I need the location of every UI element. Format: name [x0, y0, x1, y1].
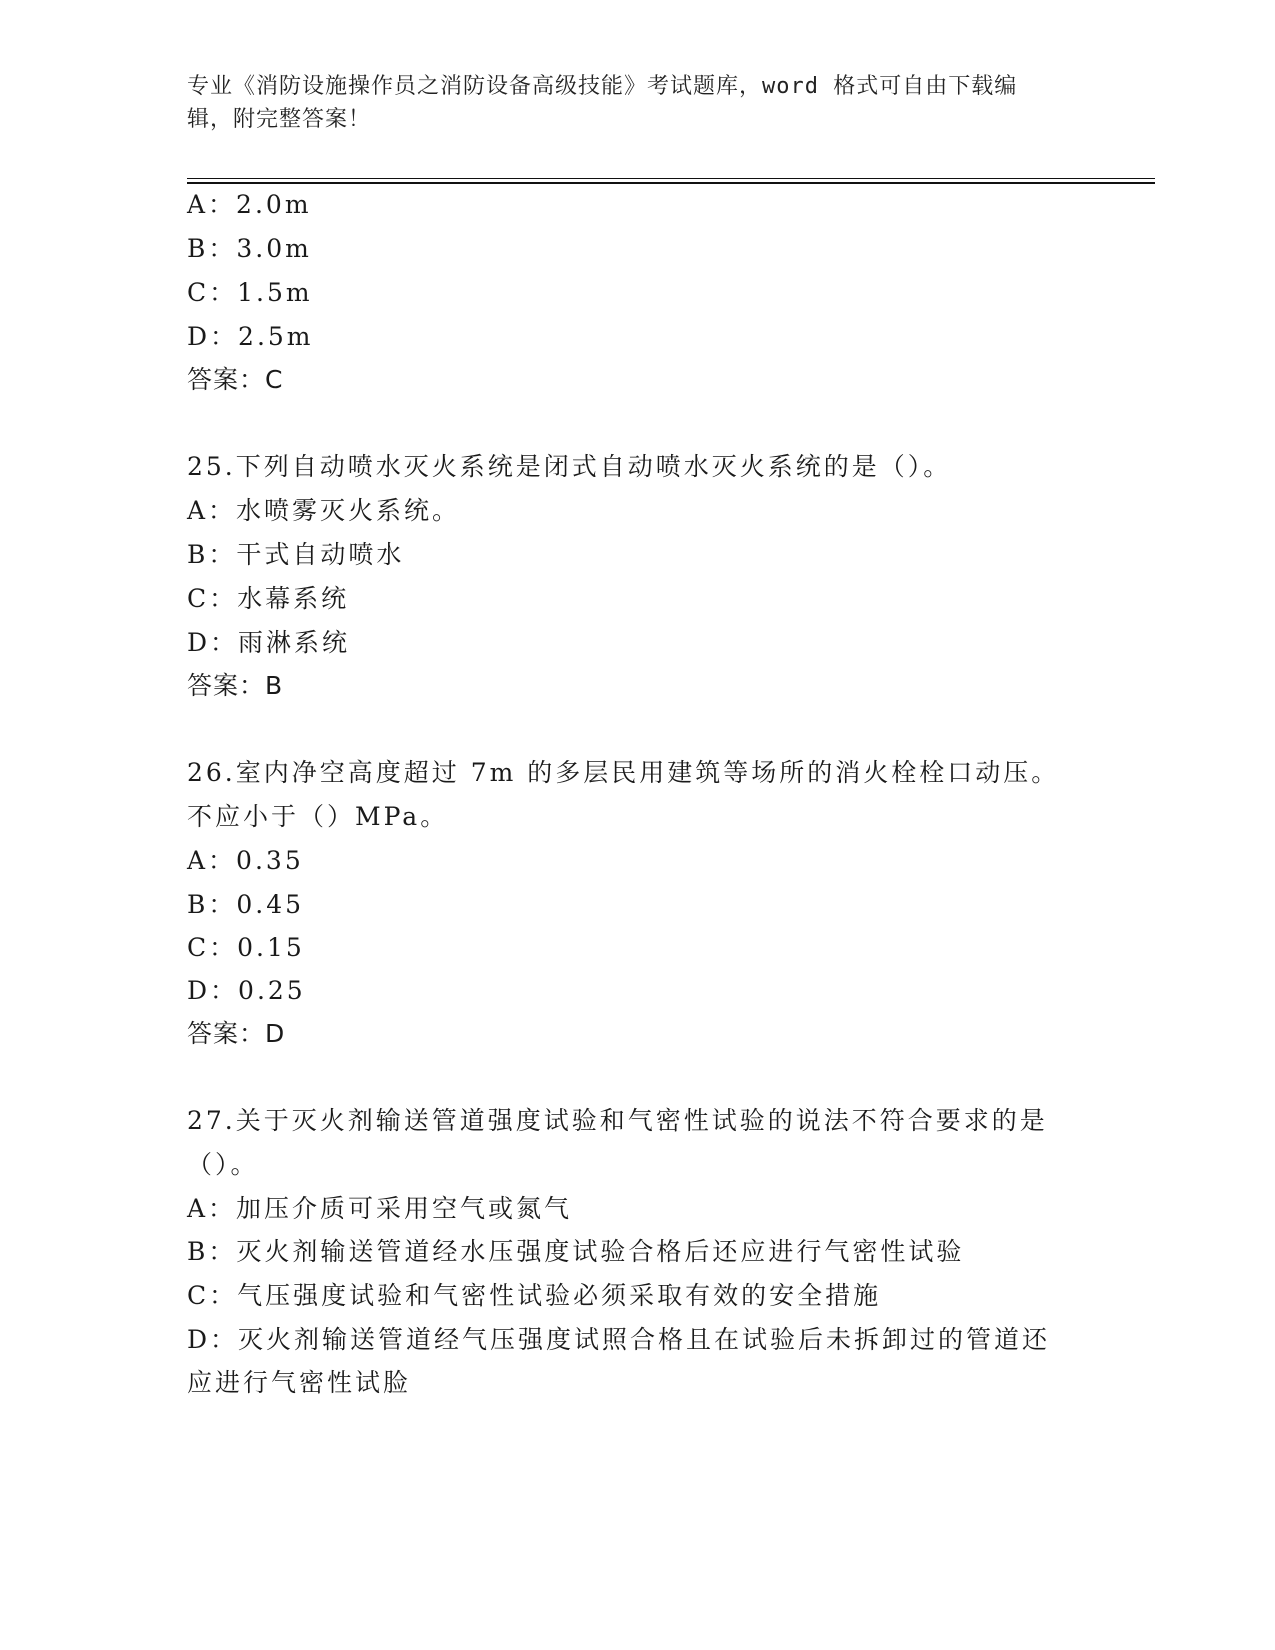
q25-stem: 25.下列自动喷水灭火系统是闭式自动喷水灭火系统的是（）。: [187, 452, 952, 481]
q26-option-b: B：0.45: [187, 890, 305, 919]
q26-answer: 答案：D: [187, 1019, 286, 1048]
q27-stem-line-1: 27.关于灭火剂输送管道强度试验和气密性试验的说法不符合要求的是: [187, 1106, 1048, 1135]
q27-option-c: C：气压强度试验和气密性试验必须采取有效的安全措施: [187, 1281, 882, 1310]
header-line-1: 专业《消防设施操作员之消防设备高级技能》考试题库，word 格式可自由下载编: [187, 74, 1018, 99]
q27-option-a: A：加压介质可采用空气或氮气: [187, 1194, 573, 1223]
q26-option-c: C：0.15: [187, 933, 305, 962]
q25-answer: 答案：B: [187, 671, 284, 700]
q24-answer: 答案：C: [187, 365, 284, 394]
q27-option-b: B：灭火剂输送管道经水压强度试验合格后还应进行气密性试验: [187, 1237, 965, 1266]
q24-option-b: B：3.0m: [187, 234, 312, 263]
header-divider-thick: [187, 182, 1155, 184]
header-divider-thin: [187, 178, 1155, 179]
q25-option-a: A：水喷雾灭火系统。: [187, 496, 461, 525]
q25-option-b: B：干式自动喷水: [187, 540, 405, 569]
q27-option-d-continued: 应进行气密性试脸: [187, 1368, 412, 1397]
q26-option-a: A：0.35: [187, 846, 304, 875]
q27-option-d: D：灭火剂输送管道经气压强度试照合格且在试验后未拆卸过的管道还: [187, 1325, 1051, 1354]
q25-option-d: D：雨淋系统: [187, 628, 351, 657]
q24-option-c: C：1.5m: [187, 278, 313, 307]
header-line-2: 辑，附完整答案！: [187, 107, 372, 132]
q25-option-c: C：水幕系统: [187, 584, 350, 613]
q26-stem-line-2: 不应小于（）MPa。: [187, 802, 449, 831]
q26-option-d: D：0.25: [187, 976, 306, 1005]
q27-stem-line-2: （）。: [187, 1150, 259, 1179]
q24-option-d: D：2.5m: [187, 322, 314, 351]
q26-stem-line-1: 26.室内净空高度超过 7m 的多层民用建筑等场所的消火栓栓口动压。: [187, 758, 1060, 787]
q24-option-a: A：2.0m: [187, 190, 312, 219]
document-header: [187, 70, 1087, 136]
